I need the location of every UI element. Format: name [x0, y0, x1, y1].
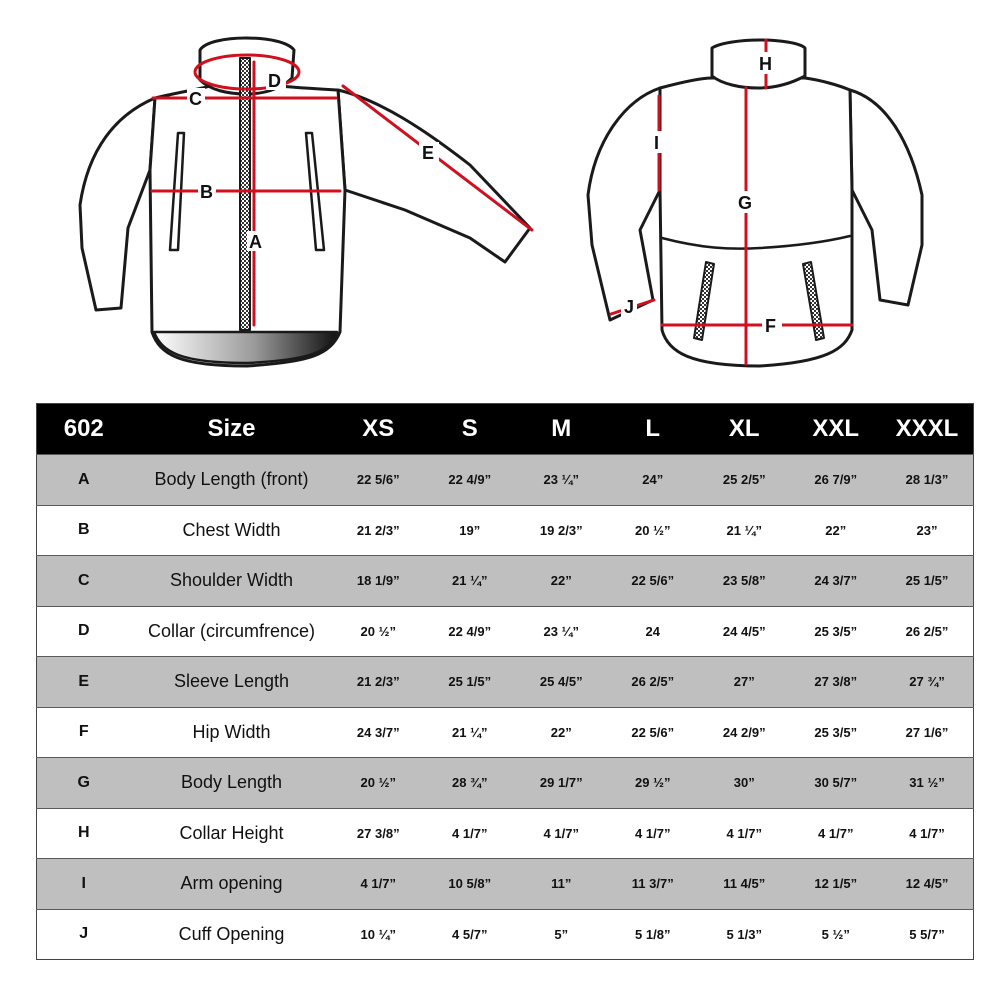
size-value-cell: 26 7/9” — [790, 455, 882, 506]
row-code: F — [37, 707, 131, 758]
header-size-m: M — [516, 404, 608, 455]
size-value-cell: 5” — [516, 909, 608, 960]
size-value-cell: 24 4/5” — [699, 606, 791, 657]
row-code: A — [37, 455, 131, 506]
label-c: C — [189, 89, 202, 109]
label-j: J — [624, 297, 635, 317]
table-row — [37, 556, 974, 607]
row-measurement-name: Arm opening — [131, 859, 333, 910]
row-code: I — [37, 859, 131, 910]
size-value-cell: 25 1/5” — [424, 657, 516, 708]
row-code: H — [37, 808, 131, 859]
size-value-cell: 24” — [607, 455, 699, 506]
table-row — [37, 606, 974, 657]
table-body — [37, 455, 974, 960]
size-value-cell: 4 5/7” — [424, 909, 516, 960]
size-value-cell: 28 1/3” — [882, 455, 974, 506]
size-value-cell: 11” — [516, 859, 608, 910]
size-value-cell: 4 1/7” — [516, 808, 608, 859]
size-value-cell: 30 5/7” — [790, 758, 882, 809]
size-value-cell: 25 2/5” — [699, 455, 791, 506]
row-measurement-name: Sleeve Length — [131, 657, 333, 708]
table-row — [37, 505, 974, 556]
size-value-cell: 21 ¼” — [424, 707, 516, 758]
row-code: E — [37, 657, 131, 708]
size-value-cell: 11 4/5” — [699, 859, 791, 910]
row-measurement-name: Shoulder Width — [131, 556, 333, 607]
size-value-cell: 21 ¼” — [699, 505, 791, 556]
label-d: D — [268, 71, 281, 91]
size-value-cell: 10 ¼” — [333, 909, 425, 960]
size-value-cell: 22 4/9” — [424, 606, 516, 657]
size-value-cell: 25 1/5” — [882, 556, 974, 607]
row-code: G — [37, 758, 131, 809]
size-value-cell: 4 1/7” — [333, 859, 425, 910]
size-value-cell: 24 — [607, 606, 699, 657]
size-value-cell: 24 3/7” — [333, 707, 425, 758]
table-row — [37, 455, 974, 506]
size-value-cell: 25 3/5” — [790, 707, 882, 758]
size-value-cell: 30” — [699, 758, 791, 809]
size-value-cell: 5 ½” — [790, 909, 882, 960]
row-measurement-name: Collar (circumfrence) — [131, 606, 333, 657]
size-value-cell: 21 2/3” — [333, 657, 425, 708]
table-row — [37, 707, 974, 758]
size-value-cell: 25 3/5” — [790, 606, 882, 657]
row-measurement-name: Body Length — [131, 758, 333, 809]
table-row — [37, 859, 974, 910]
row-measurement-name: Collar Height — [131, 808, 333, 859]
table-row — [37, 657, 974, 708]
row-measurement-name: Cuff Opening — [131, 909, 333, 960]
size-value-cell: 27 1/6” — [882, 707, 974, 758]
label-g: G — [738, 193, 753, 213]
size-value-cell: 31 ½” — [882, 758, 974, 809]
header-size-l: L — [607, 404, 699, 455]
size-chart-table — [36, 403, 974, 960]
header-model-number: 602 — [37, 404, 131, 455]
size-value-cell: 4 1/7” — [607, 808, 699, 859]
table-row — [37, 808, 974, 859]
size-value-cell: 22 5/6” — [333, 455, 425, 506]
size-value-cell: 21 2/3” — [333, 505, 425, 556]
size-value-cell: 4 1/7” — [699, 808, 791, 859]
header-size-s: S — [424, 404, 516, 455]
row-measurement-name: Chest Width — [131, 505, 333, 556]
size-value-cell: 22 4/9” — [424, 455, 516, 506]
size-value-cell: 19” — [424, 505, 516, 556]
row-code: J — [37, 909, 131, 960]
header-size-xxl: XXL — [790, 404, 882, 455]
label-e: E — [422, 143, 435, 163]
size-value-cell: 25 4/5” — [516, 657, 608, 708]
size-value-cell: 23” — [882, 505, 974, 556]
jacket-measurement-diagram — [0, 0, 1000, 390]
size-value-cell: 22 5/6” — [607, 556, 699, 607]
label-a: A — [249, 232, 262, 252]
row-measurement-name: Body Length (front) — [131, 455, 333, 506]
size-value-cell: 5 1/8” — [607, 909, 699, 960]
size-value-cell: 24 2/9” — [699, 707, 791, 758]
table-header — [37, 404, 974, 455]
size-value-cell: 5 1/3” — [699, 909, 791, 960]
size-value-cell: 22” — [516, 707, 608, 758]
size-value-cell: 22” — [516, 556, 608, 607]
size-value-cell: 22 5/6” — [607, 707, 699, 758]
size-value-cell: 5 5/7” — [882, 909, 974, 960]
size-value-cell: 28 ¾” — [424, 758, 516, 809]
size-value-cell: 12 4/5” — [882, 859, 974, 910]
header-size-xxxl: XXXL — [882, 404, 974, 455]
size-value-cell: 27 3/8” — [790, 657, 882, 708]
jacket-front-view — [80, 38, 530, 366]
size-value-cell: 4 1/7” — [424, 808, 516, 859]
size-value-cell: 27” — [699, 657, 791, 708]
size-value-cell: 29 1/7” — [516, 758, 608, 809]
row-code: C — [37, 556, 131, 607]
header-row — [37, 404, 974, 455]
size-value-cell: 23 ¼” — [516, 455, 608, 506]
label-b: B — [200, 182, 213, 202]
size-value-cell: 27 3/8” — [333, 808, 425, 859]
size-value-cell: 18 1/9” — [333, 556, 425, 607]
size-value-cell: 23 5/8” — [699, 556, 791, 607]
label-f: F — [765, 316, 776, 336]
size-value-cell: 11 3/7” — [607, 859, 699, 910]
size-value-cell: 4 1/7” — [882, 808, 974, 859]
row-code: D — [37, 606, 131, 657]
size-value-cell: 21 ¼” — [424, 556, 516, 607]
size-value-cell: 19 2/3” — [516, 505, 608, 556]
header-size-xl: XL — [699, 404, 791, 455]
size-value-cell: 22” — [790, 505, 882, 556]
row-code: B — [37, 505, 131, 556]
row-measurement-name: Hip Width — [131, 707, 333, 758]
size-value-cell: 10 5/8” — [424, 859, 516, 910]
label-i: I — [654, 133, 660, 153]
header-size-xs: XS — [333, 404, 425, 455]
size-value-cell: 26 2/5” — [607, 657, 699, 708]
size-value-cell: 26 2/5” — [882, 606, 974, 657]
label-h: H — [759, 54, 772, 74]
size-value-cell: 12 1/5” — [790, 859, 882, 910]
size-value-cell: 27 ¾” — [882, 657, 974, 708]
table-row — [37, 758, 974, 809]
size-value-cell: 20 ½” — [607, 505, 699, 556]
size-value-cell: 20 ½” — [333, 758, 425, 809]
size-value-cell: 4 1/7” — [790, 808, 882, 859]
size-value-cell: 24 3/7” — [790, 556, 882, 607]
size-value-cell: 20 ½” — [333, 606, 425, 657]
size-value-cell: 23 ¼” — [516, 606, 608, 657]
size-value-cell: 29 ½” — [607, 758, 699, 809]
table-row — [37, 909, 974, 960]
header-size: Size — [131, 404, 333, 455]
